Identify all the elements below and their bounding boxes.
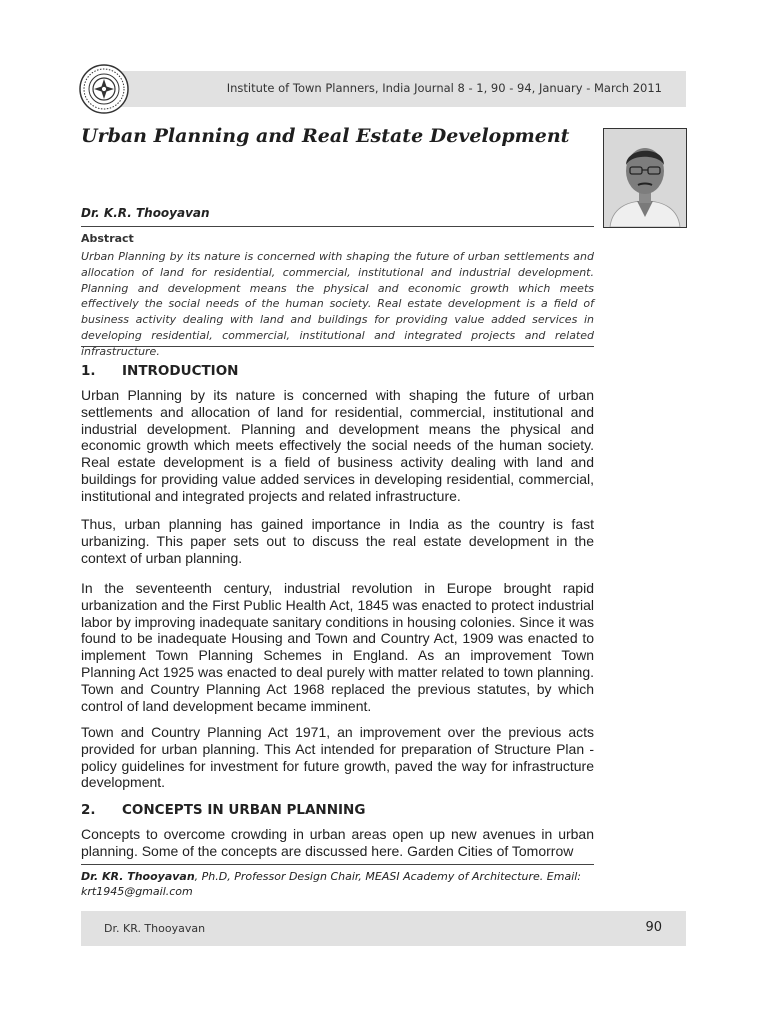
abstract-label: Abstract (81, 232, 134, 245)
section-number: 2. (81, 802, 96, 818)
abstract-text: Urban Planning by its nature is concerned with shaping the future of urban settlements and allocation of land for residential, commercial, institutional and industrial development. Planning and development means the physical and economic growth which meets effectively the social needs of the human society. Real estate development is a field of business activity dealing with land and buildings for providing value added services in developing residential, commercial, institutional and integrated projects and related infrastructure. (81, 250, 594, 358)
abstract-divider (81, 346, 594, 347)
author-photo (603, 128, 687, 228)
section-title: CONCEPTS IN URBAN PLANNING (122, 802, 366, 818)
intro-paragraph-1: Urban Planning by its nature is concerned with shaping the future of urban settlements and allocation of land for residential, commercial, institutional and industrial development. Planning and development means the physical and economic growth which meets effectively the social needs of the human society. Real estate development is a field of business activity dealing with land and buildings for providing value added services in developing residential, commercial, institutional and integrated projects and related infrastructure. (81, 387, 594, 504)
journal-citation: Institute of Town Planners, India Journal 8 - 1, 90 - 94, January - March 2011 (226, 81, 662, 95)
intro-paragraph-2: Thus, urban planning has gained importance in India as the country is fast urbanizing. This paper sets out to discuss the real estate development in the context of urban planning. (81, 516, 594, 566)
author-name: Dr. K.R. Thooyavan (81, 206, 210, 220)
author-footnote (81, 870, 594, 899)
journal-header-band (112, 71, 686, 107)
section-title: INTRODUCTION (122, 363, 239, 379)
footnote-details: , Ph.D, Professor Design Chair, MEASI Academy of Architecture. Email: krt1945@gmail.com (81, 870, 582, 898)
paper-title: Urban Planning and Real Estate Development (81, 125, 570, 147)
section-heading-introduction (81, 363, 238, 379)
concepts-paragraph-1: Concepts to overcome crowding in urban areas open up new avenues in urban planning. Some of the concepts are discussed here. Garden Cities of Tomorrow (81, 826, 594, 859)
institute-seal-logo (79, 64, 129, 114)
intro-paragraph-3: In the seventeenth century, industrial revolution in Europe brought rapid urbanization and the First Public Health Act, 1845 was enacted to protect industrial labor by improving inadequate sanitary conditions in housing colonies. Since it was found to be inadequate Housing and Town and Country Act, 1909 was enacted to implement Town Planning Schemes in England. As an improvement Town Planning Act 1925 was enacted to deal purely with matter related to town planning. Town and Country Planning Act 1968 replaced the previous statutes, by which control of land development became imminent. (81, 580, 594, 714)
footnote-author: Dr. KR. Thooyavan (81, 870, 195, 883)
title-divider (81, 226, 594, 227)
page-footer (81, 911, 686, 946)
footnote-divider (81, 864, 594, 865)
intro-paragraph-4: Town and Country Planning Act 1971, an improvement over the previous acts provided for urban planning. This Act intended for preparation of Structure Plan - policy guidelines for investment for future growth, paved the way for infrastructure development. (81, 724, 594, 791)
section-number: 1. (81, 363, 96, 379)
footer-author: Dr. KR. Thooyavan (104, 922, 206, 935)
section-heading-concepts (81, 802, 365, 818)
page-number: 90 (645, 920, 662, 935)
